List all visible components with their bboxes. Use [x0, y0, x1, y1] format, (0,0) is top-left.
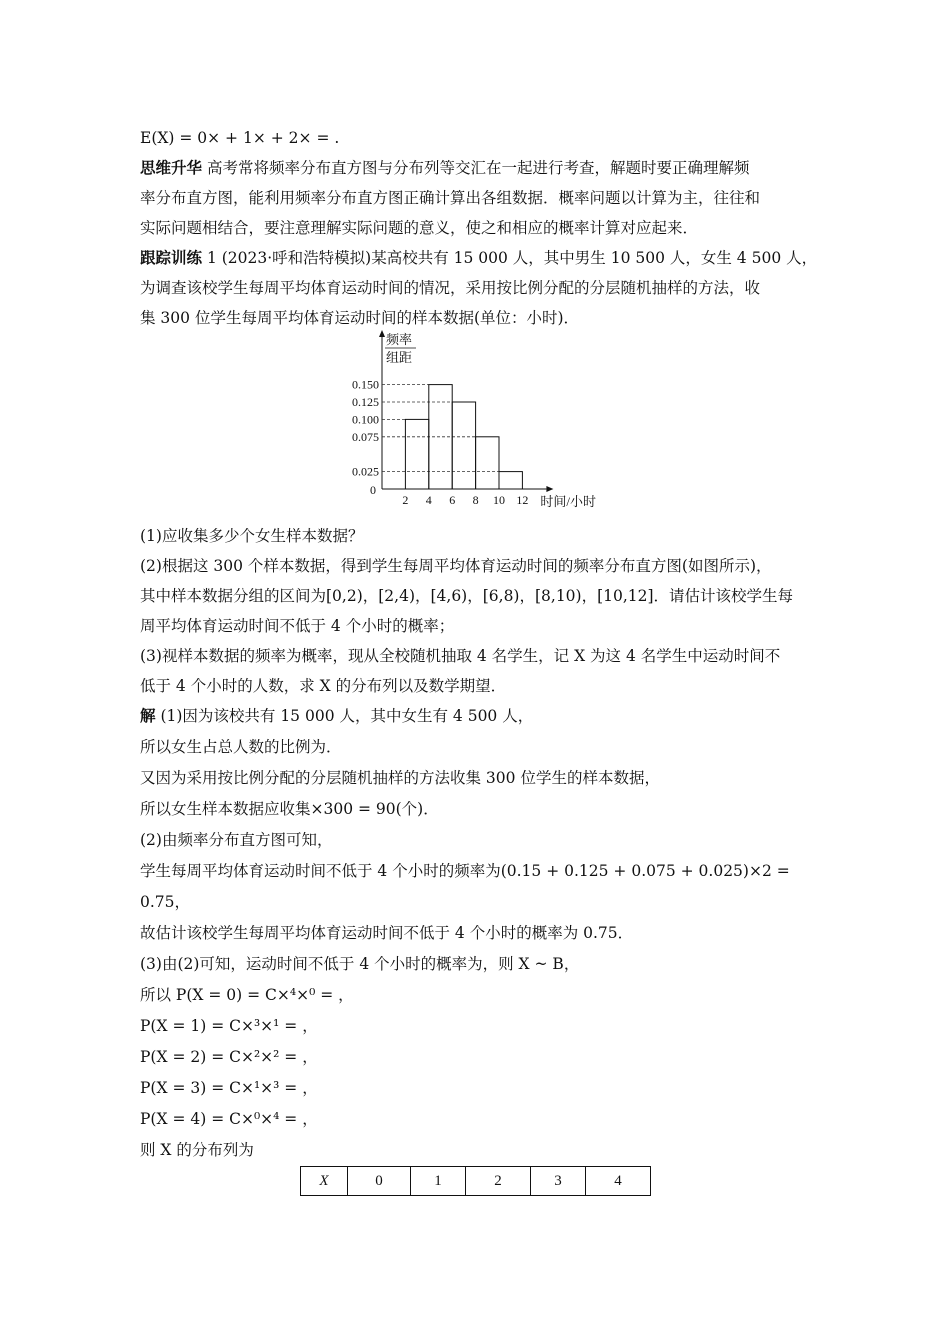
x-axis-arrow: [546, 486, 553, 492]
frequency-histogram: [338, 328, 618, 508]
histogram-bar: [476, 437, 499, 489]
y-tick-label: 0.150: [352, 377, 379, 392]
solution-line-9: (3)由(2)可知，运动时间不低于 4 个小时的概率为，则 X ~ B，: [140, 955, 580, 973]
table-row: [301, 1167, 651, 1196]
table-cell: 3: [531, 1167, 586, 1196]
origin-label: 0: [370, 483, 376, 497]
probability-line-4: P(X = 4) = C×⁰×⁴ = ，: [140, 1110, 318, 1128]
histogram-bar: [405, 419, 428, 489]
x-tick-label: 12: [516, 493, 529, 507]
exercise-line-3: 集 300 位学生每周平均体育运动时间的样本数据(单位：小时)．: [140, 309, 580, 327]
probability-line-0: 所以 P(X = 0) = C×⁴×⁰ = ，: [140, 986, 354, 1004]
table-cell: 1: [411, 1167, 466, 1196]
exercise-line-1: 跟踪训练 1 (2023·呼和浩特模拟)某高校共有 15 000 人，其中男生 10 500 人，女生 4 500 人，: [140, 249, 818, 267]
x-tick-label: 8: [472, 493, 479, 507]
y-tick-label: 0.025: [352, 464, 379, 479]
y-tick-label: 0.075: [352, 429, 379, 444]
solution-line-3: 又因为采用按比例分配的分层随机抽样的方法收集 300 位学生的样本数据，: [140, 769, 660, 787]
question-3-line-2: 低于 4 个小时的人数，求 X 的分布列以及数学期望．: [140, 677, 507, 695]
y-axis-label-bottom: 组距: [386, 350, 413, 365]
histogram-bar: [452, 402, 475, 489]
solution-line-7: 0.75，: [140, 893, 191, 911]
x-tick-label: 2: [402, 493, 409, 507]
solution-line-2: 所以女生占总人数的比例为．: [140, 738, 342, 756]
summary-line-3: 实际问题相结合，要注意理解实际问题的意义，使之和相应的概率计算对应起来．: [140, 219, 699, 237]
probability-line-1: P(X = 1) = C×³×¹ = ，: [140, 1017, 318, 1035]
solution-line-8: 故估计该校学生每周平均体育运动时间不低于 4 个小时的概率为 0.75．: [140, 924, 634, 942]
solution-line-10: 则 X 的分布列为: [140, 1141, 254, 1159]
exercise-heading: 跟踪训练: [140, 249, 203, 267]
question-2-line-2: 其中样本数据分组的区间为[0,2)，[2,4)，[4,6)，[6,8)，[8,10)，[10,12]．请估计该校学生每: [140, 587, 794, 605]
table-cell: 0: [348, 1167, 411, 1196]
histogram-bar: [499, 472, 522, 489]
exercise-line-2: 为调查该校学生每周平均体育运动时间的情况，采用按比例分配的分层随机抽样的方法，收: [140, 279, 761, 297]
y-tick-label: 0.100: [352, 412, 379, 427]
question-2-line-1: (2)根据这 300 个样本数据，得到学生每周平均体育运动时间的频率分布直方图(如图所示)，: [140, 557, 772, 575]
x-tick-label: 6: [449, 493, 456, 507]
solution-heading: 解: [140, 707, 156, 725]
y-tick-label: 0.125: [352, 395, 379, 409]
solution-line-6: 学生每周平均体育运动时间不低于 4 个小时的频率为(0.15 + 0.125 + 0.075 + 0.025)×2 =: [140, 862, 790, 880]
probability-line-2: P(X = 2) = C×²×² = ，: [140, 1048, 318, 1066]
x-tick-label: 4: [425, 493, 432, 507]
question-1: (1)应收集多少个女生样本数据？: [140, 527, 364, 545]
x-axis-label: 时间/小时: [540, 494, 597, 508]
table-cell: 2: [466, 1167, 531, 1196]
table-cell: 4: [586, 1167, 651, 1196]
y-axis-label-top: 频率: [386, 332, 413, 347]
x-tick-label: 10: [493, 493, 505, 507]
summary-heading: 思维升华: [140, 159, 203, 177]
question-2-line-3: 周平均体育运动时间不低于 4 个小时的概率；: [140, 617, 455, 635]
summary-line-1: 思维升华 高考常将频率分布直方图与分布列等交汇在一起进行考查，解题时要正确理解频: [140, 159, 750, 177]
probability-line-3: P(X = 3) = C×¹×³ = ，: [140, 1079, 318, 1097]
question-3-line-1: (3)视样本数据的频率为概率，现从全校随机抽取 4 名学生，记 X 为这 4 名学生中运动时间不: [140, 647, 781, 665]
solution-line-4: 所以女生样本数据应收集×300 = 90(个)．: [140, 800, 439, 818]
expectation-line: E(X) = 0× + 1× + 2× = .: [140, 129, 340, 147]
distribution-table: [300, 1166, 651, 1196]
table-cell: X: [301, 1167, 348, 1196]
solution-line-5: (2)由频率分布直方图可知，: [140, 831, 333, 849]
summary-line-2: 率分布直方图，能利用频率分布直方图正确计算出各组数据．概率问题以计算为主，往往和: [140, 189, 761, 207]
y-axis-arrow: [379, 330, 385, 337]
solution-line-1: 解 (1)因为该校共有 15 000 人，其中女生有 4 500 人，: [140, 707, 534, 725]
